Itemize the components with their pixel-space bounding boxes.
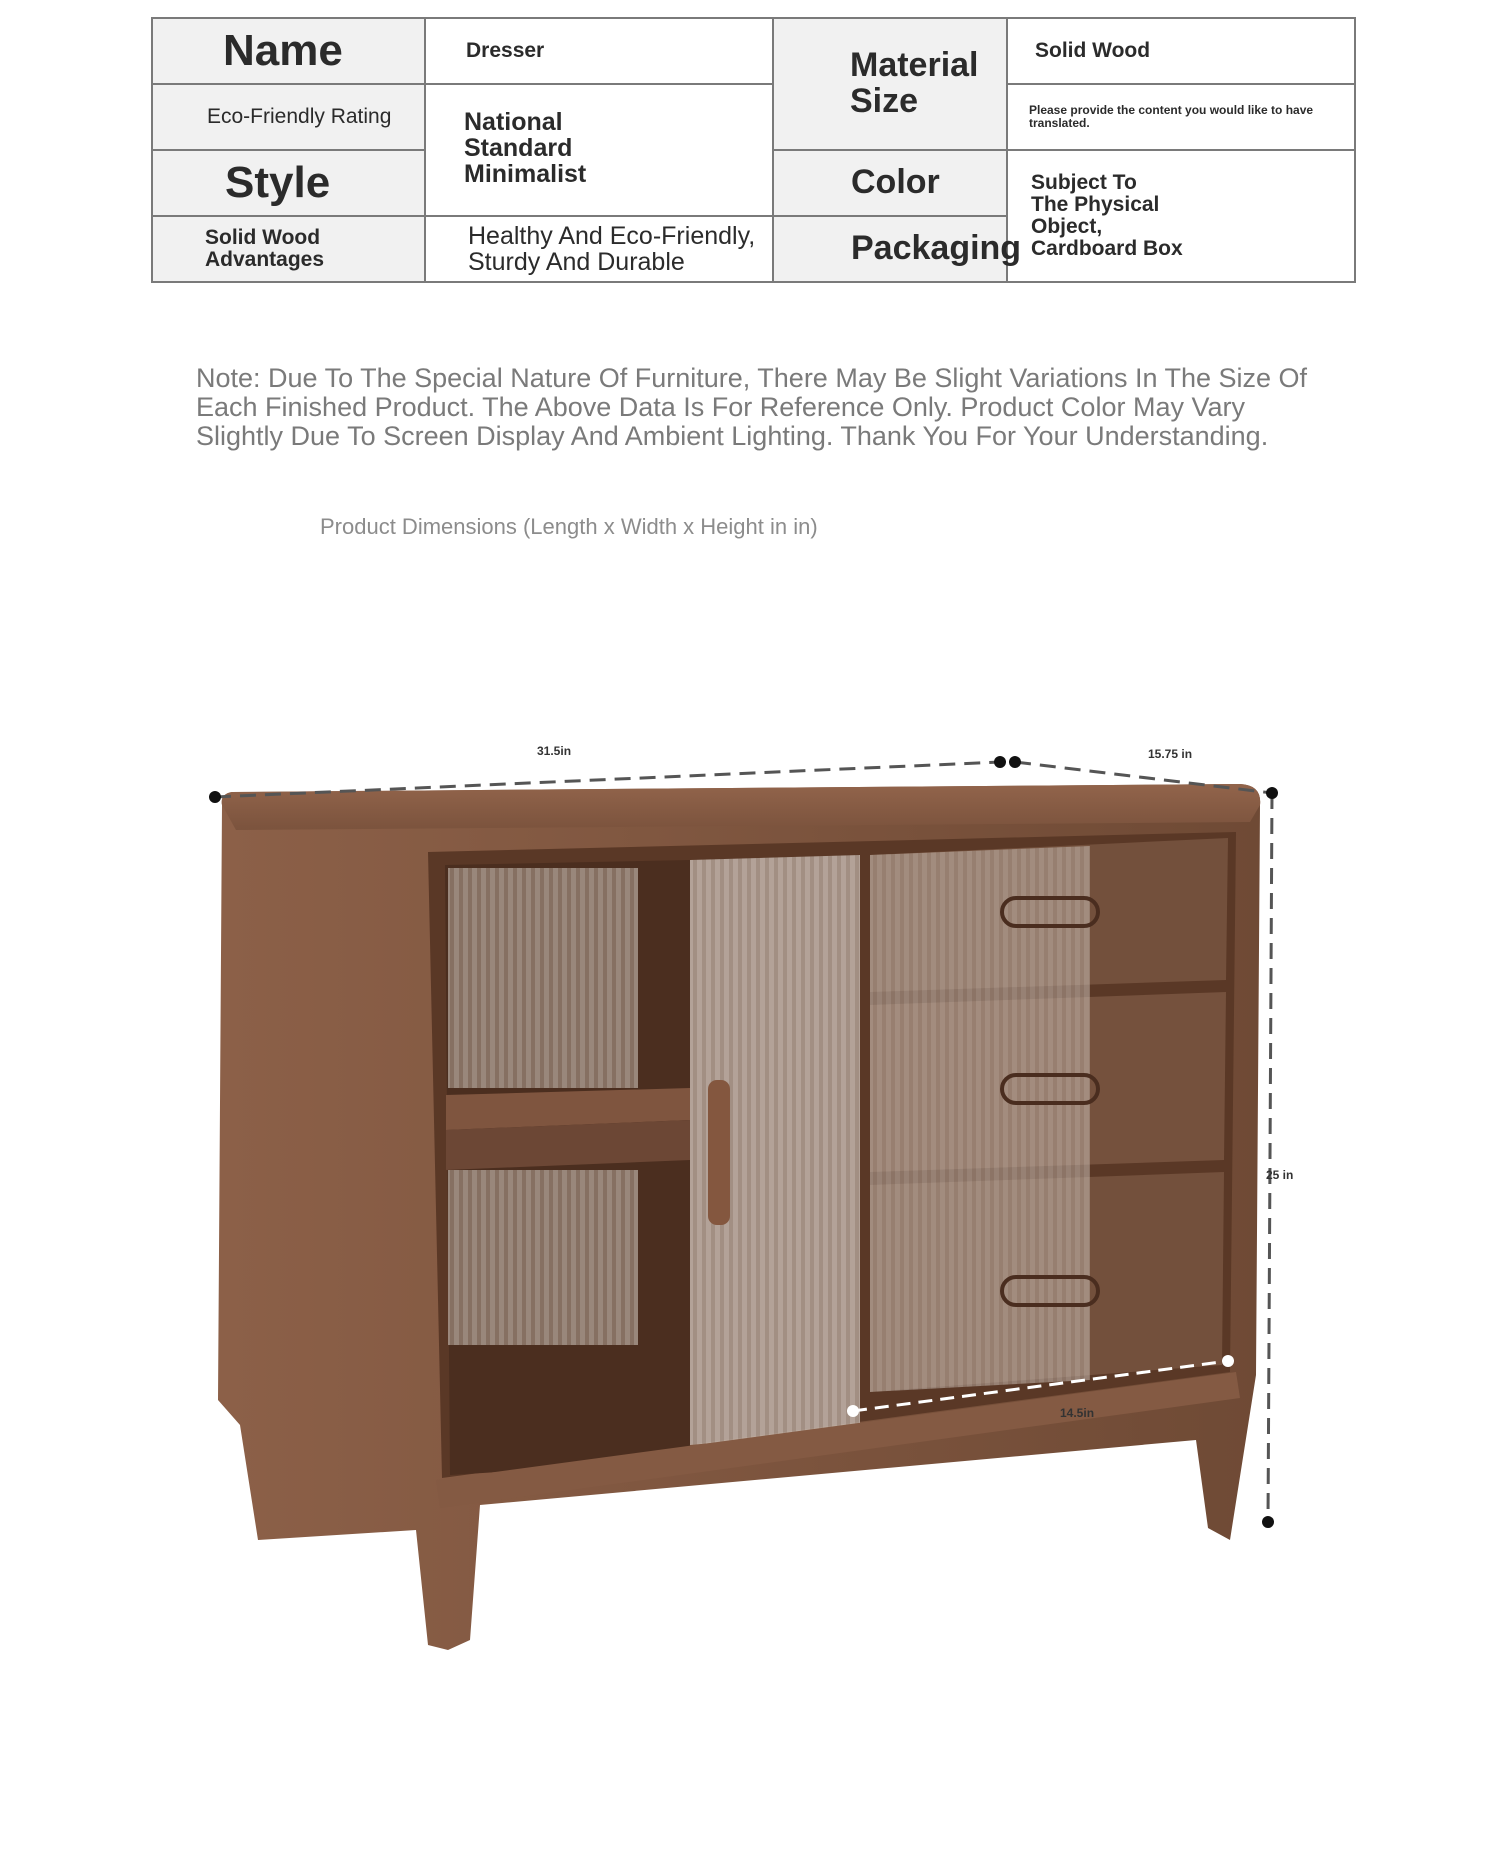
name-label-cell [152, 18, 425, 84]
eco-value-line2: Standard [464, 133, 573, 162]
width-endpoint-left [1009, 756, 1021, 768]
drawer-endpoint-left [847, 1405, 859, 1417]
eco-style-value-cell [425, 84, 773, 216]
height-label: 25 in [1266, 1168, 1294, 1182]
style-value: Minimalist [464, 160, 587, 189]
size-label: Size [850, 82, 919, 120]
length-label: 31.5in [537, 744, 572, 758]
dimensions-caption: Product Dimensions (Length x Width x Height in in) [320, 514, 818, 539]
length-endpoint-right [994, 756, 1006, 768]
material-value: Solid Wood [1035, 38, 1151, 62]
spec-row-eco [152, 84, 1355, 150]
height-dimension-line [1268, 793, 1272, 1522]
packaging-label: Packaging [851, 229, 1022, 268]
color-packaging-value-cell [1007, 150, 1355, 282]
cabinet-body [218, 784, 1260, 1650]
color-label: Color [851, 163, 940, 202]
size-value-cell [1007, 84, 1355, 150]
door-handle [708, 1080, 730, 1225]
glass-panel-left-lower [448, 1170, 638, 1345]
advantages-label-line1: Solid Wood [205, 225, 321, 249]
eco-label-cell [152, 84, 425, 150]
advantages-label-cell [152, 216, 425, 282]
name-label: Name [223, 25, 343, 75]
drawer-width-label: 14.5in [1060, 1406, 1095, 1420]
width-endpoint-right [1266, 787, 1278, 799]
packaging-value: Cardboard Box [1031, 237, 1183, 261]
color-value-line2: The Physical [1031, 192, 1160, 216]
color-label-cell [773, 150, 1007, 216]
advantages-value-line2: Sturdy And Durable [468, 248, 685, 276]
name-value-cell [425, 18, 773, 84]
packaging-label-cell [773, 216, 1022, 282]
advantages-value-line1: Healthy And Eco-Friendly, [468, 221, 756, 250]
style-label: Style [225, 157, 331, 207]
glass-panel-left-upper [448, 868, 638, 1088]
material-value-cell [1007, 18, 1355, 84]
style-label-cell [152, 150, 425, 216]
eco-value-line1: National [464, 107, 563, 136]
color-value-line3: Object, [1031, 215, 1103, 238]
spec-row-name [152, 18, 1355, 84]
eco-label: Eco-Friendly Rating [207, 104, 392, 128]
note-text: Note: Due To The Special Nature Of Furniture, There May Be Slight Variations In The Size Of Each Finished Product. The Above Data Is For Reference Only. Product Color May Vary Slightly Due To Screen Display And Ambient Lighting. Thank You For Your Understanding. [196, 363, 1308, 451]
name-value: Dresser [466, 38, 545, 62]
height-endpoint-bottom [1262, 1516, 1274, 1528]
advantages-value-cell [425, 216, 773, 282]
color-value-line1: Subject To [1031, 170, 1137, 194]
advantages-label-line2: Advantages [205, 248, 325, 271]
size-value: Please provide the content you would like to have translated. [1029, 103, 1314, 130]
drawer-endpoint-right [1222, 1355, 1234, 1367]
material-size-label-cell [773, 18, 1007, 150]
length-endpoint-left [209, 791, 221, 803]
material-label: Material [850, 46, 979, 85]
dresser-illustration [0, 700, 1500, 1700]
width-label: 15.75 in [1148, 747, 1193, 761]
spec-table [151, 17, 1356, 283]
